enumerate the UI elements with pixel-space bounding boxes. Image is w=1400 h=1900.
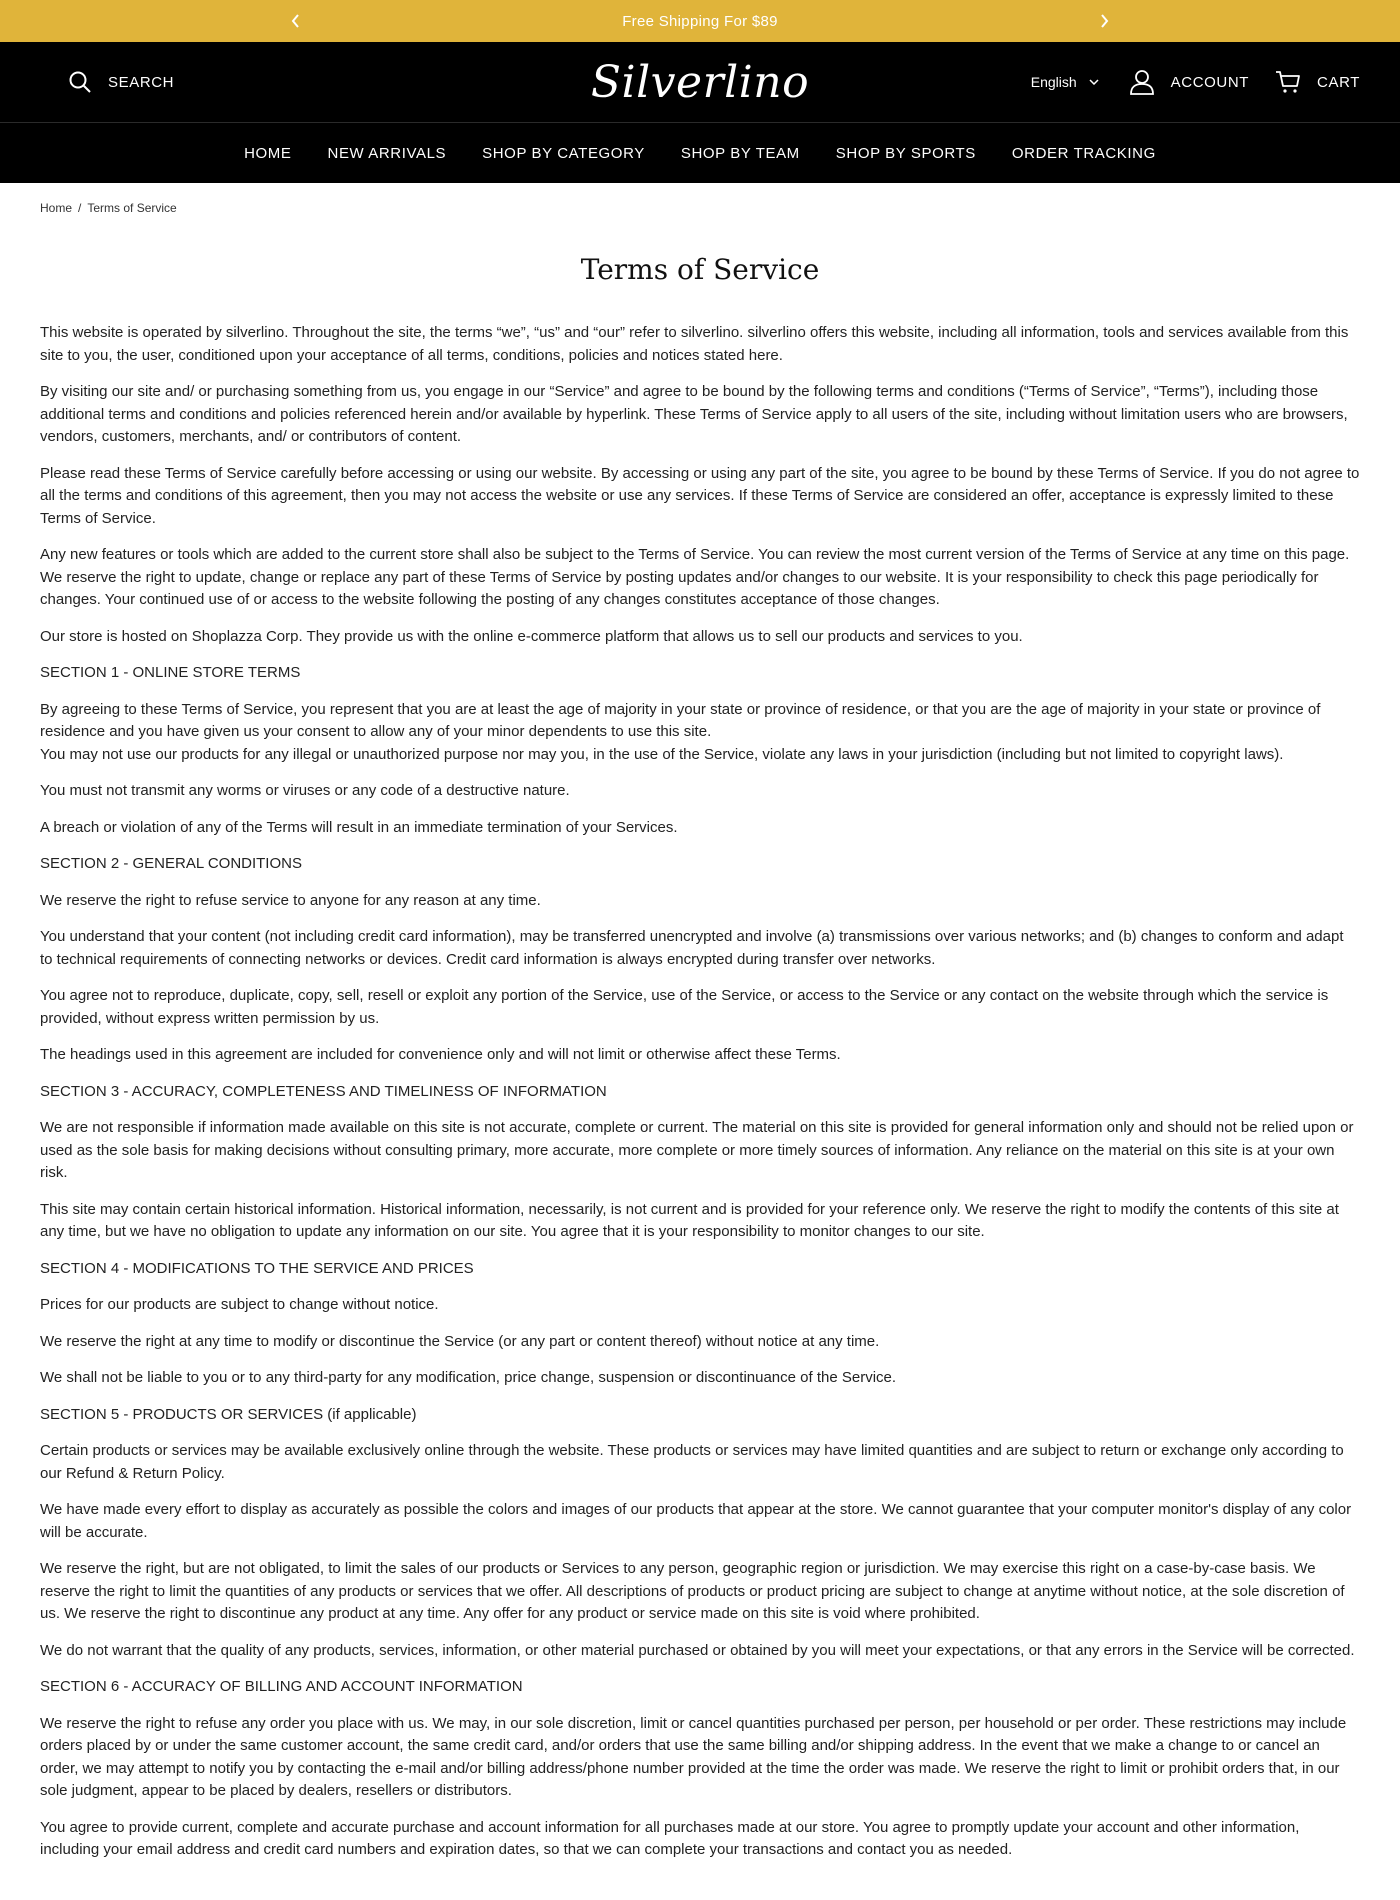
terms-paragraph: This site may contain certain historical information. Historical information, necessarily, is not current and is provided for your reference only. We reserve the right to modify the contents of this site at any time, but we have no obligation to update any information on our site. You agree that it is your responsibility to monitor changes to our site.: [40, 1200, 1339, 1240]
terms-paragraph: We reserve the right to refuse any order you place with us. We may, in our sole discretion, limit or cancel quantities purchased per person, per household or per order. These restrictions may include orders placed by or under the same customer account, the same credit card, and/or orders that use the same billing and/or shipping address. In the event that we make a change to or cancel an order, we may attempt to notify you by contacting the e-mail and/or billing address/phone number provided at the time the order was made. We reserve the right to limit or prohibit orders that, in our sole judgment, appear to be placed by dealers, resellers or distributors.: [40, 1714, 1347, 1799]
breadcrumb-current: Terms of Service: [87, 201, 177, 215]
nav-item-home[interactable]: HOME: [244, 144, 292, 162]
terms-paragraph: You agree to provide current, complete and accurate purchase and account information for all purchases made at our store. You agree to promptly update your account and other information, including your email address and credit card numbers and expiration dates, so that we can complete your transactions and contact you as needed.: [40, 1818, 1300, 1858]
nav-item-shop-by-sports[interactable]: SHOP BY SPORTS: [835, 144, 976, 162]
nav-item-shop-by-category[interactable]: SHOP BY CATEGORY: [482, 144, 645, 162]
terms-paragraph: You agree not to reproduce, duplicate, copy, sell, resell or exploit any portion of the Service, use of the Service, or access to the Service or any contact on the website through which the service is provided, without express written permission by us.: [40, 987, 1329, 1027]
search-button[interactable]: [68, 42, 174, 122]
cart-link[interactable]: [1275, 70, 1360, 94]
cart-label: CART: [1317, 73, 1360, 91]
terms-body: [40, 322, 1360, 1862]
header-actions: [1031, 42, 1360, 122]
terms-paragraph: We are not responsible if information made available on this site is not accurate, complete or current. The material on this site is provided for general information only and should not be relied upon or used as the sole basis for making decisions without consulting primary, more accurate, more complete or more timely sources of information. Any reliance on the material on this site is at your own risk.: [40, 1119, 1354, 1181]
terms-paragraph: By visiting our site and/ or purchasing something from us, you engage in our “Service” and agree to be bound by the following terms and conditions (“Terms of Service”, “Terms”), including those additional terms and conditions and policies referenced herein and/or available by hyperlink. These Terms of Service apply to all users of the site, including without limitation users who are browsers, vendors, customers, merchants, and/ or contributors of content.: [40, 383, 1348, 445]
terms-paragraph: We reserve the right to refuse service to anyone for any reason at any time.: [40, 891, 541, 909]
main-content: [0, 201, 1400, 1862]
section-heading: SECTION 1 - ONLINE STORE TERMS: [40, 664, 301, 681]
terms-paragraph: You may not use our products for any illegal or unauthorized purpose nor may you, in the use of the Service, violate any laws in your jurisdiction (including but not limited to copyright laws).: [40, 745, 1284, 763]
announcement-text[interactable]: Free Shipping For $89: [622, 12, 778, 30]
terms-paragraph: Prices for our products are subject to change without notice.: [40, 1296, 439, 1313]
terms-paragraph: We have made every effort to display as accurately as possible the colors and images of our products that appear at the store. We cannot guarantee that your computer monitor's display of any color will be accurate.: [40, 1501, 1352, 1541]
announcement-prev-button[interactable]: [276, 0, 316, 42]
terms-paragraph: You must not transmit any worms or viruses or any code of a destructive nature.: [40, 782, 570, 799]
user-icon: [1129, 69, 1155, 95]
section-heading: SECTION 3 - ACCURACY, COMPLETENESS AND TIMELINESS OF INFORMATION: [40, 1082, 607, 1100]
announcement-bar: [0, 0, 1400, 42]
terms-paragraph: Our store is hosted on Shoplazza Corp. They provide us with the online e-commerce platform that allows us to sell our products and services to you.: [40, 627, 1023, 645]
terms-paragraph: This website is operated by silverlino. Throughout the site, the terms “we”, “us” and “our” refer to silverlino. silverlino offers this website, including all information, tools and services available from this site to you, the user, conditioned upon your acceptance of all terms, conditions, policies and notices stated here.: [40, 324, 1349, 364]
account-label: ACCOUNT: [1170, 73, 1250, 91]
terms-paragraph: By agreeing to these Terms of Service, you represent that you are at least the age of majority in your state or province of residence, or that you are the age of majority in your state or province of residence and you have given us your consent to allow any of your minor dependents to use this site.: [40, 700, 1321, 740]
chevron-left-icon: [291, 14, 301, 28]
breadcrumb-home-link[interactable]: Home: [40, 201, 73, 215]
main-navigation: [0, 123, 1400, 183]
terms-paragraph: We shall not be liable to you or to any third-party for any modification, price change, suspension or discontinuance of the Service.: [40, 1369, 897, 1386]
language-selector[interactable]: [1031, 74, 1099, 90]
terms-paragraph: We reserve the right at any time to modify or discontinue the Service (or any part or content thereof) without notice at any time.: [40, 1332, 880, 1350]
nav-item-new-arrivals[interactable]: NEW ARRIVALS: [327, 144, 447, 162]
search-label: SEARCH: [108, 73, 175, 91]
cart-icon: [1275, 70, 1301, 94]
site-header: [0, 42, 1400, 123]
terms-paragraph: Any new features or tools which are added to the current store shall also be subject to the Terms of Service. You can review the most current version of the Terms of Service at any time on this page. We reserve the right to update, change or replace any part of these Terms of Service by posting updates and/or changes to our website. It is your responsibility to check this page periodically for changes. Your continued use of or access to the website following the posting of any changes constitutes acceptance of those changes.: [40, 546, 1350, 608]
chevron-down-icon: [1089, 79, 1099, 85]
nav-item-order-tracking[interactable]: ORDER TRACKING: [1011, 144, 1156, 162]
language-label: English: [1030, 74, 1077, 90]
nav-item-shop-by-team[interactable]: SHOP BY TEAM: [680, 144, 800, 162]
search-icon: [68, 70, 92, 94]
section-heading: SECTION 2 - GENERAL CONDITIONS: [40, 855, 302, 872]
breadcrumb-separator: /: [78, 201, 82, 215]
account-link[interactable]: [1129, 69, 1249, 95]
page-title: Terms of Service: [580, 253, 820, 286]
section-heading: SECTION 4 - MODIFICATIONS TO THE SERVICE AND PRICES: [40, 1259, 474, 1277]
announcement-next-button[interactable]: [1084, 0, 1124, 42]
site-logo[interactable]: Silverlino: [590, 56, 810, 108]
terms-paragraph: We reserve the right, but are not obligated, to limit the sales of our products or Services to any person, geographic region or jurisdiction. We may exercise this right on a case-by-case basis. We reserve the right to limit the quantities of any products or services that we offer. All descriptions of products or product pricing are subject to change at anytime without notice, at the sole discretion of us. We reserve the right to discontinue any product at any time. Any offer for any product or service made on this site is void where prohibited.: [40, 1560, 1345, 1622]
terms-paragraph: Please read these Terms of Service carefully before accessing or using our website. By accessing or using any part of the site, you agree to be bound by these Terms of Service. If you do not agree to all the terms and conditions of this agreement, then you may not access the website or use any services. If these Terms of Service are considered an offer, acceptance is expressly limited to these Terms of Service.: [40, 464, 1360, 527]
terms-paragraph: We do not warrant that the quality of any products, services, information, or other material purchased or obtained by you will meet your expectations, or that any errors in the Service will be corrected.: [40, 1641, 1355, 1659]
terms-paragraph: The headings used in this agreement are included for convenience only and will not limit or otherwise affect these Terms.: [40, 1046, 841, 1063]
terms-paragraph: You understand that your content (not including credit card information), may be transferred unencrypted and involve (a) transmissions over various networks; and (b) changes to conform and adapt to technical requirements of connecting networks or devices. Credit card information is always encrypted during transfer over networks.: [40, 928, 1344, 968]
section-heading: SECTION 6 - ACCURACY OF BILLING AND ACCOUNT INFORMATION: [40, 1678, 523, 1695]
breadcrumb: [40, 201, 1360, 215]
chevron-right-icon: [1099, 14, 1109, 28]
section-heading: SECTION 5 - PRODUCTS OR SERVICES (if applicable): [40, 1405, 417, 1423]
terms-paragraph: Certain products or services may be available exclusively online through the website. These products or services may have limited quantities and are subject to return or exchange only according to our Refund & Return Policy.: [40, 1442, 1344, 1482]
terms-paragraph: A breach or violation of any of the Terms will result in an immediate termination of your Services.: [40, 818, 678, 836]
